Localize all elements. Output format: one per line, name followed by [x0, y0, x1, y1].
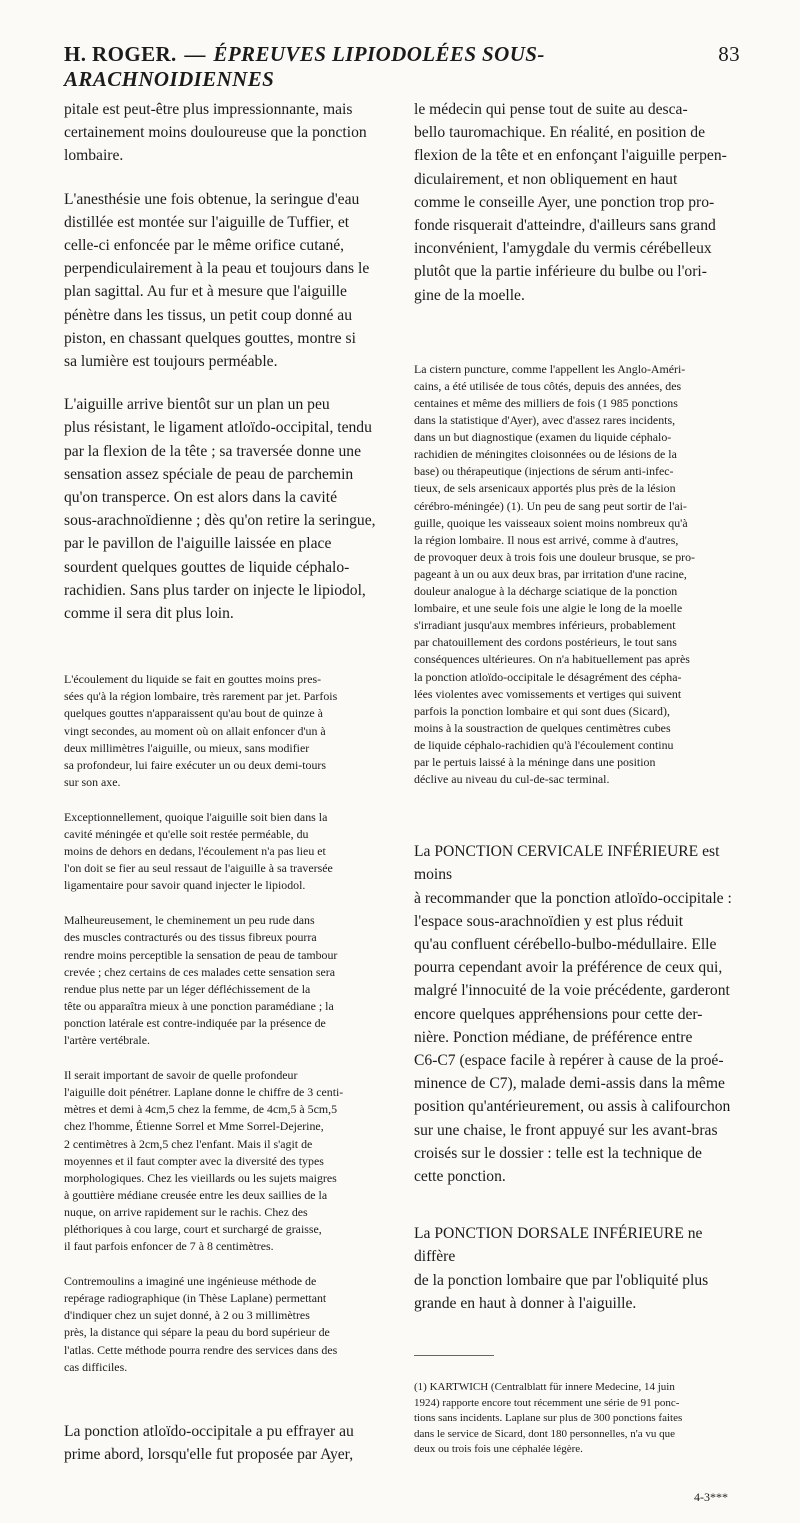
right-small-paragraph-1: La cistern puncture, comme l'appellent les Anglo-Améri- cains, a été utilisée de tous côtés, depuis des années, des centaines et même des milliers de fois (1 985 ponctions dans la statistique d'Ayer), avec d'assez rares incidents, dans un but diagnostique (examen du liquide céphalo- rachidien de méningites cloisonnées ou de lésions de la base) ou thérapeutique (injections de sérum anti-infec- tieux, de sels arsenicaux apportés plus près de la lésion cérébro-méningée) (1). Un peu de sang peut sortir de l'ai- guille, quoique les vaisseaux soient moins nombreux qu'à la région lombaire. Il nous est arrivé, comme à d'autres, de provoquer deux à trois fois une douleur brusque, se pro- pageant à un ou aux deux bras, par irritation d'une racine, douleur analogue à la décharge sciatique de la ponction lombaire, et une seule fois une algie le long de la moelle s'irradiant jusqu'aux membres inférieurs, probablement par chatouillement des cordons postérieurs, le tout sans conséquences ultérieures. On n'a habituellement pas après la ponction atloïdo-occipitale le désagrément des cépha- lées violentes avec vomissements et vertiges qui suivent parfois la ponction lombaire et qui sont dues (Sicard), moins à la soustraction de quelques centimètres cubes de liquide céphalo-rachidien qu'à l'écoulement continu par le pertuis laissé à la méninge dans une position déclive au niveau du cul-de-sac terminal. — [414, 361, 696, 787]
left-paragraph-3: L'aiguille arrive bientôt sur un plan un peu plus résistant, le ligament atloïdo-occipital, tendu par la flexion de la tête ; sa traversée donne une sensation assez spéciale de peau de parchemin qu'on transperce. On est alors dans la cavité sous-arachnoïdienne ; dès qu'on retire la seringue, par le pavillon de l'aiguille laissée en place sourdent quelques gouttes de liquide céphalo- rachidien. Sans plus tarder on injecte le lipiodol, comme il sera dit plus loin. — [64, 396, 376, 623]
running-header — [64, 36, 740, 91]
footnote-rule — [414, 1355, 494, 1356]
left-small-paragraph-4: Il serait important de savoir de quelle profondeur l'aiguille doit pénétrer. Laplane donne le chiffre de 3 centi- mètres et demi à 4cm,5 chez la femme, de 4cm,5 à 5cm,5 chez l'homme, Étienne Sorrel et Mme Sorrel-Dejerine, 2 centimètres à 2cm,5 chez l'enfant. Mais il s'agit de moyennes et il faut compter avec la diversité des types morphologiques. Chez les vieillards ou les sujets maigres à gouttière médiane creusée entre les deux saillies de la nuque, on arrive rapidement sur le rachis. Chez des pléthoriques à cou large, court et surchargé de graisse, il faut parfois enfoncer de 7 à 8 centimètres. — [64, 1068, 344, 1254]
page-number: 83 — [718, 42, 740, 66]
header-dash: — — [184, 42, 206, 66]
left-small-paragraph-1: L'écoulement du liquide se fait en gouttes moins pres- sées qu'à la région lombaire, très rarement par jet. Parfois quelques gouttes n'apparaissent qu'au bout de quinze à vingt secondes, au moment où on allait enfoncer d'un à deux millimètres l'aiguille, ou mieux, sans modifier sa profondeur, lui faire exécuter un ou deux demi-tours sur son axe. — [64, 672, 338, 789]
left-paragraph-4: La ponction atloïdo-occipitale a pu effrayer au prime abord, lorsqu'elle fut proposée par Ayer, — [64, 1422, 354, 1463]
header-title: ÉPREUVES LIPIODOLÉES SOUS-ARACHNOIDIENNES — [64, 42, 545, 91]
right-paragraph-3: La PONCTION DORSALE INFÉRIEURE ne diffère de la ponction lombaire que par l'obliquité plus grande en haut à donner à l'aiguille. — [414, 1225, 709, 1312]
header-author: H. ROGER. — [64, 42, 177, 66]
signature-mark: 4-3*** — [694, 1489, 728, 1504]
left-paragraph-2: L'anesthésie une fois obtenue, la seringue d'eau distillée est montée sur l'aiguille de Tuffier, et celle-ci enfoncée par le même orifice cutané, perpendiculairement à la peau et toujours dans le plan sagittal. Au fur et à mesure que l'aiguille pénètre dans les tissus, un petit coup donné au piston, en chassant quelques gouttes, montre si sa lumière est toujours perméable. — [64, 190, 370, 371]
left-small-paragraph-3: Malheureusement, le cheminement un peu rude dans des muscles contracturés ou des tissus fibreux pourra rendre moins perceptible la sensation de peau de tambour crevée ; chez certains de ces malades cette sensation sera rendue plus nette par un léger défléchissement de la tête ou apparaîtra mieux à une ponction paramédiane ; la ponction latérale est contre-indiquée par la présence de l'artère vertébrale. — [64, 913, 338, 1048]
left-column — [64, 80, 394, 1486]
right-paragraph-2: La PONCTION CERVICALE INFÉRIEURE est moins à recommander que la ponction atloïdo-occipitale : l'espace sous-arachnoïdien y est plus réduit qu'au confluent cérébello-bulbo-médullaire. Elle pourra cependant avoir la préférence de ceux qui, malgré l'innocuité de la voie précédente, garderont encore quelques appréhensions pour cette der- nière. Ponction médiane, de préférence entre C6-C7 (espace facile à repérer à cause de la proé- minence de C7), malade demi-assis dans la même position qu'antérieurement, ou assis à califourchon sur une chaise, le front appuyé sur les avant-bras croisés sur le dossier : telle est la technique de cette ponction. — [414, 843, 732, 1186]
right-column — [414, 80, 740, 1523]
right-paragraph-1: le médecin qui pense tout de suite au desca- bello tauromachique. En réalité, en position de flexion de la tête et en enfonçant l'aiguille perpen- diculairement, et non obliquement en haut comme le conseille Ayer, une ponction trop pro- fonde risquerait d'atteindre, d'ailleurs sans grand inconvénient, l'amygdale du vermis cérébelleux plutôt que la partie inférieure du bulbe ou l'ori- gine de la moelle. — [414, 101, 727, 304]
left-paragraph-1: pitale est peut-être plus impressionnante, mais certainement moins douloureuse que la ponction lombaire. — [64, 101, 367, 165]
footnote: (1) KARTWICH (Centralblatt für innere Medecine, 14 juin 1924) rapporte encore tout récemment une série de 91 ponc- tions sans incidents. Laplane sur plus de 300 ponctions faites dans le service de Sicard, dont 180 personnelles, n'a vu que deux ou trois fois une céphalée légère. — [414, 1381, 683, 1456]
left-small-paragraph-5: Contremoulins a imaginé une ingénieuse méthode de repérage radiographique (in Thèse Laplane) permettant d'indiquer chez un sujet donné, à 2 ou 3 millimètres près, la distance qui sépare la peau du bord supérieur de l'atlas. Cette méthode pourra rendre des services dans des cas difficiles. — [64, 1274, 338, 1374]
left-small-paragraph-2: Exceptionnellement, quoique l'aiguille soit bien dans la cavité méningée et qu'elle soit restée perméable, du moins de dehors en dedans, l'écoulement n'a pas lieu et l'on doit se fier au seul ressaut de l'aiguille à sa traversée ligamentaire pour savoir quand injecter le lipiodol. — [64, 809, 333, 893]
